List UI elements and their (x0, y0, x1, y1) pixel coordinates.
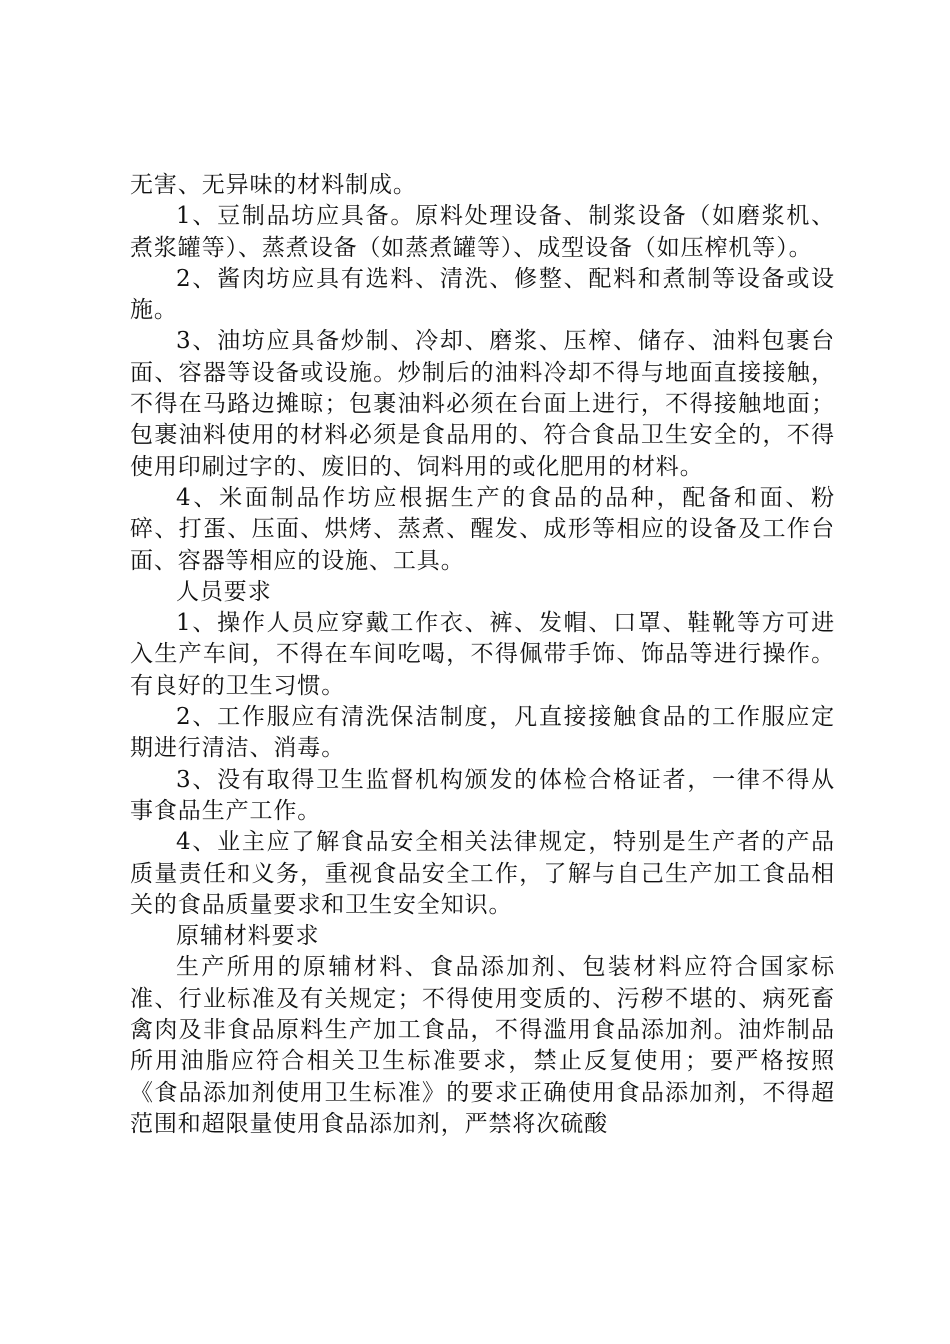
paragraph-materials: 生产所用的原辅材料、食品添加剂、包装材料应符合国家标准、行业标准及有关规定；不得使用变质的、污秽不堪的、病死畜禽肉及非食品原料生产加工食品，不得滥用食品添加剂。油炸制品所用油脂应符合相关卫生标准要求，禁止反复使用；要严格按照《食品添加剂使用卫生标准》的要求正确使用食品添加剂，不得超范围和超限量使用食品添加剂，严禁将次硫酸 (130, 954, 835, 1137)
document-page (130, 170, 835, 1140)
paragraph-sauce-meat-workshop: 2、酱肉坊应具有选料、清洗、修整、配料和煮制等设备或设施。 (130, 265, 835, 324)
paragraph-soy-workshop: 1、豆制品坊应具备。原料处理设备、制浆设备（如磨浆机、煮浆罐等）、蒸煮设备（如蒸煮罐等）、成型设备（如压榨机等）。 (130, 203, 835, 261)
paragraph-personnel-2: 2、工作服应有清洗保洁制度，凡直接接触食品的工作服应定期进行清洁、消毒。 (130, 704, 835, 762)
section-heading-personnel: 人员要求 (176, 578, 272, 605)
paragraph-personnel-4: 4、业主应了解食品安全相关法律规定，特别是生产者的产品质量责任和义务，重视食品安全工作，了解与自己生产加工食品相关的食品质量要求和卫生安全知识。 (130, 829, 835, 918)
paragraph-personnel-3: 3、没有取得卫生监督机构颁发的体检合格证者，一律不得从事食品生产工作。 (130, 766, 835, 824)
paragraph-personnel-1: 1、操作人员应穿戴工作衣、裤、发帽、口罩、鞋靴等方可进入生产车间，不得在车间吃喝，不得佩带手饰、饰品等进行操作。有良好的卫生习惯。 (130, 610, 835, 699)
section-heading-materials: 原辅材料要求 (176, 923, 320, 950)
paragraph-intro-continuation: 无害、无异味的材料制成。 (130, 172, 417, 198)
paragraph-oil-workshop: 3、油坊应具备炒制、冷却、磨浆、压榨、储存、油料包裹台面、容器等设备或设施。炒制后的油料冷却不得与地面直接接触，不得在马路边摊晾；包裹油料必须在台面上进行，不得接触地面；包裹油料使用的材料必须是食品用的、符合食品卫生安全的，不得使用印刷过字的、废旧的、饲料用的或化肥用的材料。 (130, 328, 835, 480)
paragraph-rice-flour-workshop: 4、米面制品作坊应根据生产的食品的品种，配备和面、粉碎、打蛋、压面、烘烤、蒸煮、醒发、成形等相应的设备及工作台面、容器等相应的设施、工具。 (130, 484, 835, 574)
